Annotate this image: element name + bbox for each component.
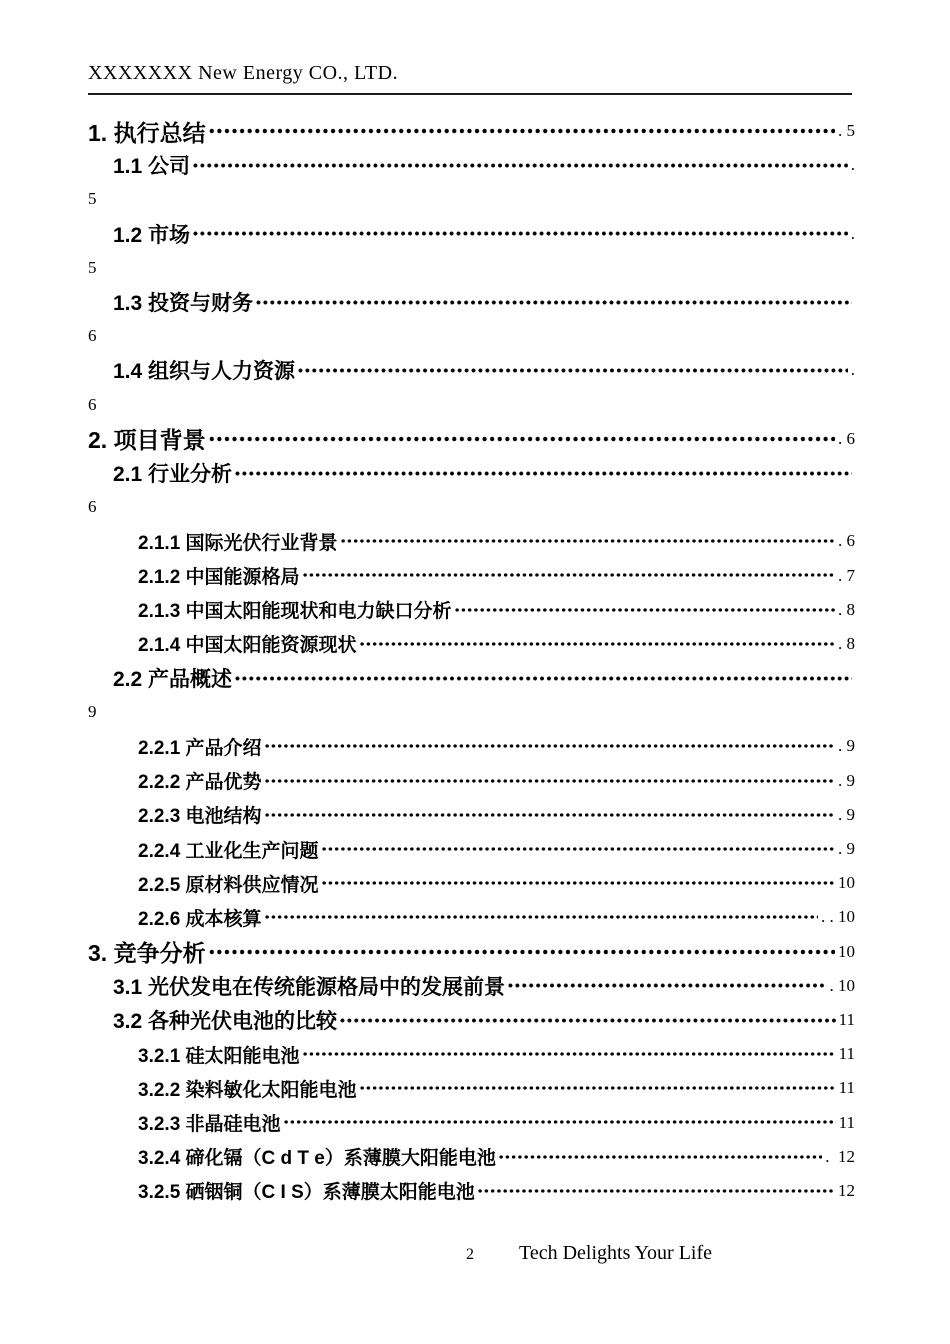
toc-item-label: 2.1.4 中国太阳能资源现状 [138, 635, 357, 657]
toc-page-number: . . 10 [821, 907, 855, 927]
toc-page-number: 11 [838, 1009, 855, 1029]
toc-page-number: . 9 [838, 736, 855, 756]
toc-wrapped-page-number: 6 [88, 497, 97, 517]
toc-item[interactable] [88, 866, 855, 900]
dot-leader [340, 531, 835, 552]
toc-item[interactable] [88, 593, 855, 627]
toc-item-label: 3.2.4 碲化镉（C d T e）系薄膜大阳能电池 [138, 1148, 496, 1170]
document-header [88, 62, 852, 95]
toc-wrapped-page-number: 6 [88, 326, 97, 346]
toc-page-number: . 8 [838, 599, 855, 619]
toc-item[interactable] [88, 1105, 855, 1139]
toc-page-number: . 10 [829, 975, 855, 995]
toc-item-label: 1.4 组织与人力资源 [113, 360, 296, 384]
dot-leader [359, 1078, 836, 1099]
toc-item[interactable] [88, 524, 855, 558]
dot-leader [192, 154, 848, 177]
toc-item[interactable] [88, 148, 855, 182]
dot-leader [208, 939, 835, 964]
dot-leader [339, 1008, 836, 1031]
toc-item[interactable] [88, 353, 855, 387]
dot-leader [321, 873, 835, 894]
toc-item[interactable] [88, 114, 855, 148]
toc-page-number: 10 [838, 941, 855, 961]
toc-page-number: 11 [838, 1044, 855, 1064]
toc-item[interactable] [88, 764, 855, 798]
toc-item-label: 3.2.2 染料敏化太阳能电池 [138, 1079, 357, 1101]
dot-leader [454, 599, 835, 620]
toc-item[interactable] [88, 832, 855, 866]
toc-item-label: 3. 竞争分析 [88, 940, 206, 967]
toc-item-label: 3.2.5 硒铟铜（C I S）系薄膜太阳能电池 [138, 1182, 475, 1204]
toc-item[interactable] [88, 900, 855, 934]
dot-leader [302, 1044, 836, 1065]
dot-leader [192, 222, 848, 245]
toc-item-label: 2.1.3 中国太阳能现状和电力缺口分析 [138, 601, 452, 623]
dot-leader [359, 633, 835, 654]
toc-page-number: . 9 [838, 770, 855, 790]
toc-item-label: 1.2 市场 [113, 223, 191, 247]
footer-tagline: Tech Delights Your Life [519, 1242, 713, 1264]
toc-page-number: . 9 [838, 839, 855, 859]
dot-leader [477, 1180, 835, 1201]
toc-item-label: 2.1 行业分析 [113, 462, 233, 486]
dot-leader [208, 118, 835, 143]
toc-item[interactable] [88, 661, 855, 695]
toc-page-number: . [850, 360, 855, 380]
toc-page-number: . 6 [838, 428, 855, 448]
toc-item-label: 1.3 投资与财务 [113, 292, 254, 316]
toc-item[interactable] [88, 969, 855, 1003]
toc-item-label: 2.1.1 国际光伏行业背景 [138, 532, 338, 554]
dot-leader [234, 461, 852, 484]
dot-leader [264, 770, 835, 791]
toc-item[interactable] [88, 627, 855, 661]
dot-leader [255, 290, 852, 313]
toc-page-number: 12 [838, 1180, 855, 1200]
toc-item-label: 3.2 各种光伏电池的比较 [113, 1009, 338, 1033]
toc-item[interactable] [88, 285, 855, 319]
dot-leader [264, 736, 835, 757]
toc-item[interactable] [88, 558, 855, 592]
toc-item-label: 3.2.1 硅太阳能电池 [138, 1045, 300, 1067]
toc-item[interactable] [88, 1071, 855, 1105]
toc-item[interactable] [88, 729, 855, 763]
toc-item-label: 1. 执行总结 [88, 119, 206, 146]
toc-item-label: 1.1 公司 [113, 155, 191, 179]
toc-item[interactable] [88, 217, 855, 251]
toc-item[interactable] [88, 456, 855, 490]
dot-leader [507, 974, 826, 997]
toc-item[interactable] [88, 1140, 855, 1174]
toc-page-number: 10 [838, 873, 855, 893]
toc-page-number: . 5 [838, 121, 855, 141]
toc-page-number: . 12 [825, 1146, 855, 1166]
toc-item-label: 2.2.3 电池结构 [138, 806, 262, 828]
toc [88, 114, 855, 1208]
dot-leader [297, 359, 848, 382]
toc-item[interactable] [88, 1003, 855, 1037]
toc-item-label: 2.2.5 原材料供应情况 [138, 874, 319, 896]
dot-leader [208, 426, 835, 451]
footer-page-number: 2 [466, 1246, 474, 1263]
toc-page-number: 11 [838, 1078, 855, 1098]
toc-item-label: 3.2.3 非晶硅电池 [138, 1114, 281, 1136]
toc-page-number: 11 [838, 1112, 855, 1132]
company-name: XXXXXXX New Energy CO., LTD. [88, 62, 399, 84]
toc-item[interactable] [88, 935, 855, 969]
document-footer [0, 1242, 950, 1272]
toc-item[interactable] [88, 1037, 855, 1071]
dot-leader [264, 907, 818, 928]
dot-leader [302, 565, 835, 586]
toc-page-number: . 6 [838, 531, 855, 551]
toc-page-number: . 9 [838, 804, 855, 824]
dot-leader [283, 1112, 836, 1133]
toc-item-label: 2.2.1 产品介绍 [138, 737, 262, 759]
toc-wrapped-page-number: 5 [88, 257, 97, 277]
toc-page-number: . [850, 155, 855, 175]
dot-leader [264, 804, 835, 825]
toc-item[interactable] [88, 798, 855, 832]
toc-page-number: . [850, 223, 855, 243]
toc-item-label: 3.1 光伏发电在传统能源格局中的发展前景 [113, 975, 506, 999]
toc-page-number: . 7 [838, 565, 855, 585]
dot-leader [498, 1146, 822, 1167]
toc-wrapped-page-number: 5 [88, 189, 97, 209]
toc-item-label: 2.2.6 成本核算 [138, 908, 262, 930]
toc-wrapped-page-number: 6 [88, 394, 97, 414]
toc-item-label: 2.1.2 中国能源格局 [138, 567, 300, 589]
toc-item[interactable] [88, 422, 855, 456]
dot-leader [234, 667, 852, 690]
toc-wrapped-page-number: 9 [88, 702, 97, 722]
toc-page-number: . 8 [838, 633, 855, 653]
toc-item-label: 2.2.4 工业化生产问题 [138, 840, 319, 862]
dot-leader [321, 839, 835, 860]
toc-item[interactable] [88, 1174, 855, 1208]
toc-item-label: 2. 项目背景 [88, 427, 206, 454]
toc-item-label: 2.2.2 产品优势 [138, 772, 262, 794]
toc-item-label: 2.2 产品概述 [113, 668, 233, 692]
